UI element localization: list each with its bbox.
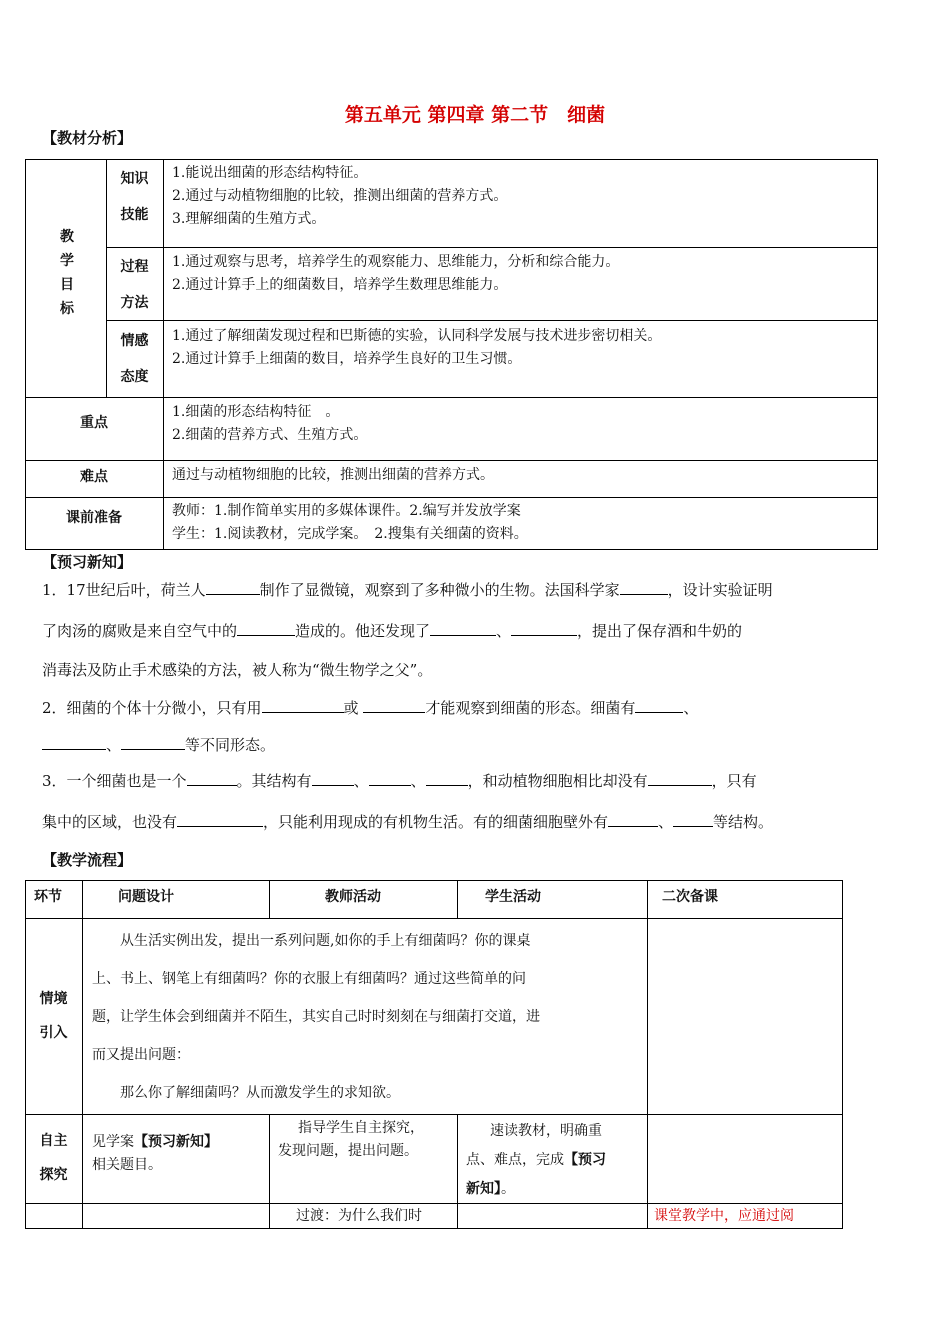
process-items: 1.通过观察与思考，培养学生的观察能力、思维能力，分析和综合能力。 2.通过计算手上的细菌数目，培养学生数理思维能力。 bbox=[172, 254, 620, 293]
answer-blank[interactable] bbox=[511, 621, 577, 636]
answer-blank[interactable] bbox=[426, 771, 468, 786]
emotion-label: 情感 态度 bbox=[120, 333, 149, 385]
row1-label: 情境 引入 bbox=[39, 991, 68, 1041]
preview-q1-line2: 了肉汤的腐败是来自空气中的 造成的。他还发现了 、 ，提出了保存酒和牛奶的 bbox=[42, 622, 743, 640]
answer-blank[interactable] bbox=[363, 698, 425, 713]
answer-blank[interactable] bbox=[121, 735, 185, 750]
key-points-items: 1.细菌的形态结构特征 。 2.细菌的营养方式、生殖方式。 bbox=[172, 404, 368, 443]
header-question-design: 问题设计 bbox=[118, 889, 174, 905]
row1-content: 从生活实例出发，提出一系列问题,如你的手上有细菌吗？你的课桌 上、书上、钢笔上有细菌吗？你的衣服上有细菌吗？通过这些简单的问 题，让学生体会到细菌并不陌生，其实自己时时刻刻在与细菌打交道，进 而又提出问题： 那么你了解细菌吗？从而激发学生的求知欲。 bbox=[92, 933, 540, 1101]
preview-q1-line3: 消毒法及防止手术感染的方法，被人称为“微生物学之父”。 bbox=[42, 661, 433, 679]
answer-blank[interactable] bbox=[262, 698, 344, 713]
header-second-prep: 二次备课 bbox=[662, 889, 718, 905]
row2-label: 自主 探究 bbox=[39, 1133, 68, 1183]
section-preview: 【预习新知】 bbox=[42, 553, 133, 571]
goals-label: 教 学 目 标 bbox=[60, 229, 74, 317]
knowledge-items: 1.能说出细菌的形态结构特征。 2.通过与动植物细胞的比较，推测出细菌的营养方式。 3.理解细菌的生殖方式。 bbox=[172, 165, 508, 227]
row3-teacher: 过渡：为什么我们时 bbox=[296, 1208, 422, 1224]
row2-question: 见学案【预习新知】 相关题目。 bbox=[92, 1134, 218, 1173]
preparation-items: 教师：1.制作简单实用的多媒体课件。2.编写并发放学案 学生：1.阅读教材，完成学案。 2.搜集有关细菌的资料。 bbox=[172, 503, 528, 542]
answer-blank[interactable] bbox=[673, 812, 713, 827]
answer-blank[interactable] bbox=[430, 621, 496, 636]
preview-q3-line2: 集中的区域，也没有 ，只能利用现成的有机物生活。有的细菌细胞壁外有 、 等结构。 bbox=[42, 813, 774, 831]
process-label: 过程 方法 bbox=[120, 259, 149, 311]
preview-q2-line1: 2．细菌的个体十分微小，只有用 或 才能观察到细菌的形态。细菌有 、 bbox=[42, 699, 699, 717]
header-stage: 环节 bbox=[34, 889, 62, 905]
header-student-activity: 学生活动 bbox=[485, 889, 541, 905]
key-points-label: 重点 bbox=[80, 415, 108, 431]
preview-q3-line1: 3．一个细菌也是一个 。其结构有 、 、 ，和动植物细胞相比却没有 ，只有 bbox=[42, 772, 757, 790]
section-material-analysis: 【教材分析】 bbox=[42, 129, 133, 147]
answer-blank[interactable] bbox=[312, 771, 354, 786]
header-teacher-activity: 教师活动 bbox=[325, 889, 381, 905]
answer-blank[interactable] bbox=[237, 621, 295, 636]
section-flow: 【教学流程】 bbox=[42, 851, 133, 869]
answer-blank[interactable] bbox=[369, 771, 411, 786]
row2-teacher: 指导学生自主探究， 发现问题，提出问题。 bbox=[278, 1120, 424, 1159]
row2-student: 速读教材，明确重 点、难点，完成【预习 新知】。 bbox=[466, 1123, 606, 1197]
answer-blank[interactable] bbox=[177, 812, 263, 827]
answer-blank[interactable] bbox=[206, 580, 260, 595]
preview-q1-line1: 1．17世纪后叶，荷兰人 制作了显微镜，观察到了多种微小的生物。法国科学家 ，设计实验证明 bbox=[42, 581, 773, 599]
difficulty-items: 通过与动植物细胞的比较，推测出细菌的营养方式。 bbox=[172, 467, 494, 483]
answer-blank[interactable] bbox=[608, 812, 658, 827]
answer-blank[interactable] bbox=[42, 735, 106, 750]
knowledge-label: 知识 技能 bbox=[120, 171, 149, 223]
answer-blank[interactable] bbox=[648, 771, 712, 786]
emotion-items: 1.通过了解细菌发现过程和巴斯德的实验，认同科学发展与技术进步密切相关。 2.通过计算手上细菌的数目，培养学生良好的卫生习惯。 bbox=[172, 328, 662, 367]
difficulty-label: 难点 bbox=[80, 469, 108, 485]
answer-blank[interactable] bbox=[187, 771, 237, 786]
preparation-label: 课前准备 bbox=[66, 510, 122, 526]
page-title: 第五单元 第四章 第二节 细菌 bbox=[344, 104, 606, 126]
answer-blank[interactable] bbox=[620, 580, 668, 595]
preview-q2-line2: 、 等不同形态。 bbox=[42, 735, 872, 755]
answer-blank[interactable] bbox=[635, 698, 683, 713]
row3-notes: 课堂教学中，应通过阅 bbox=[654, 1208, 794, 1224]
